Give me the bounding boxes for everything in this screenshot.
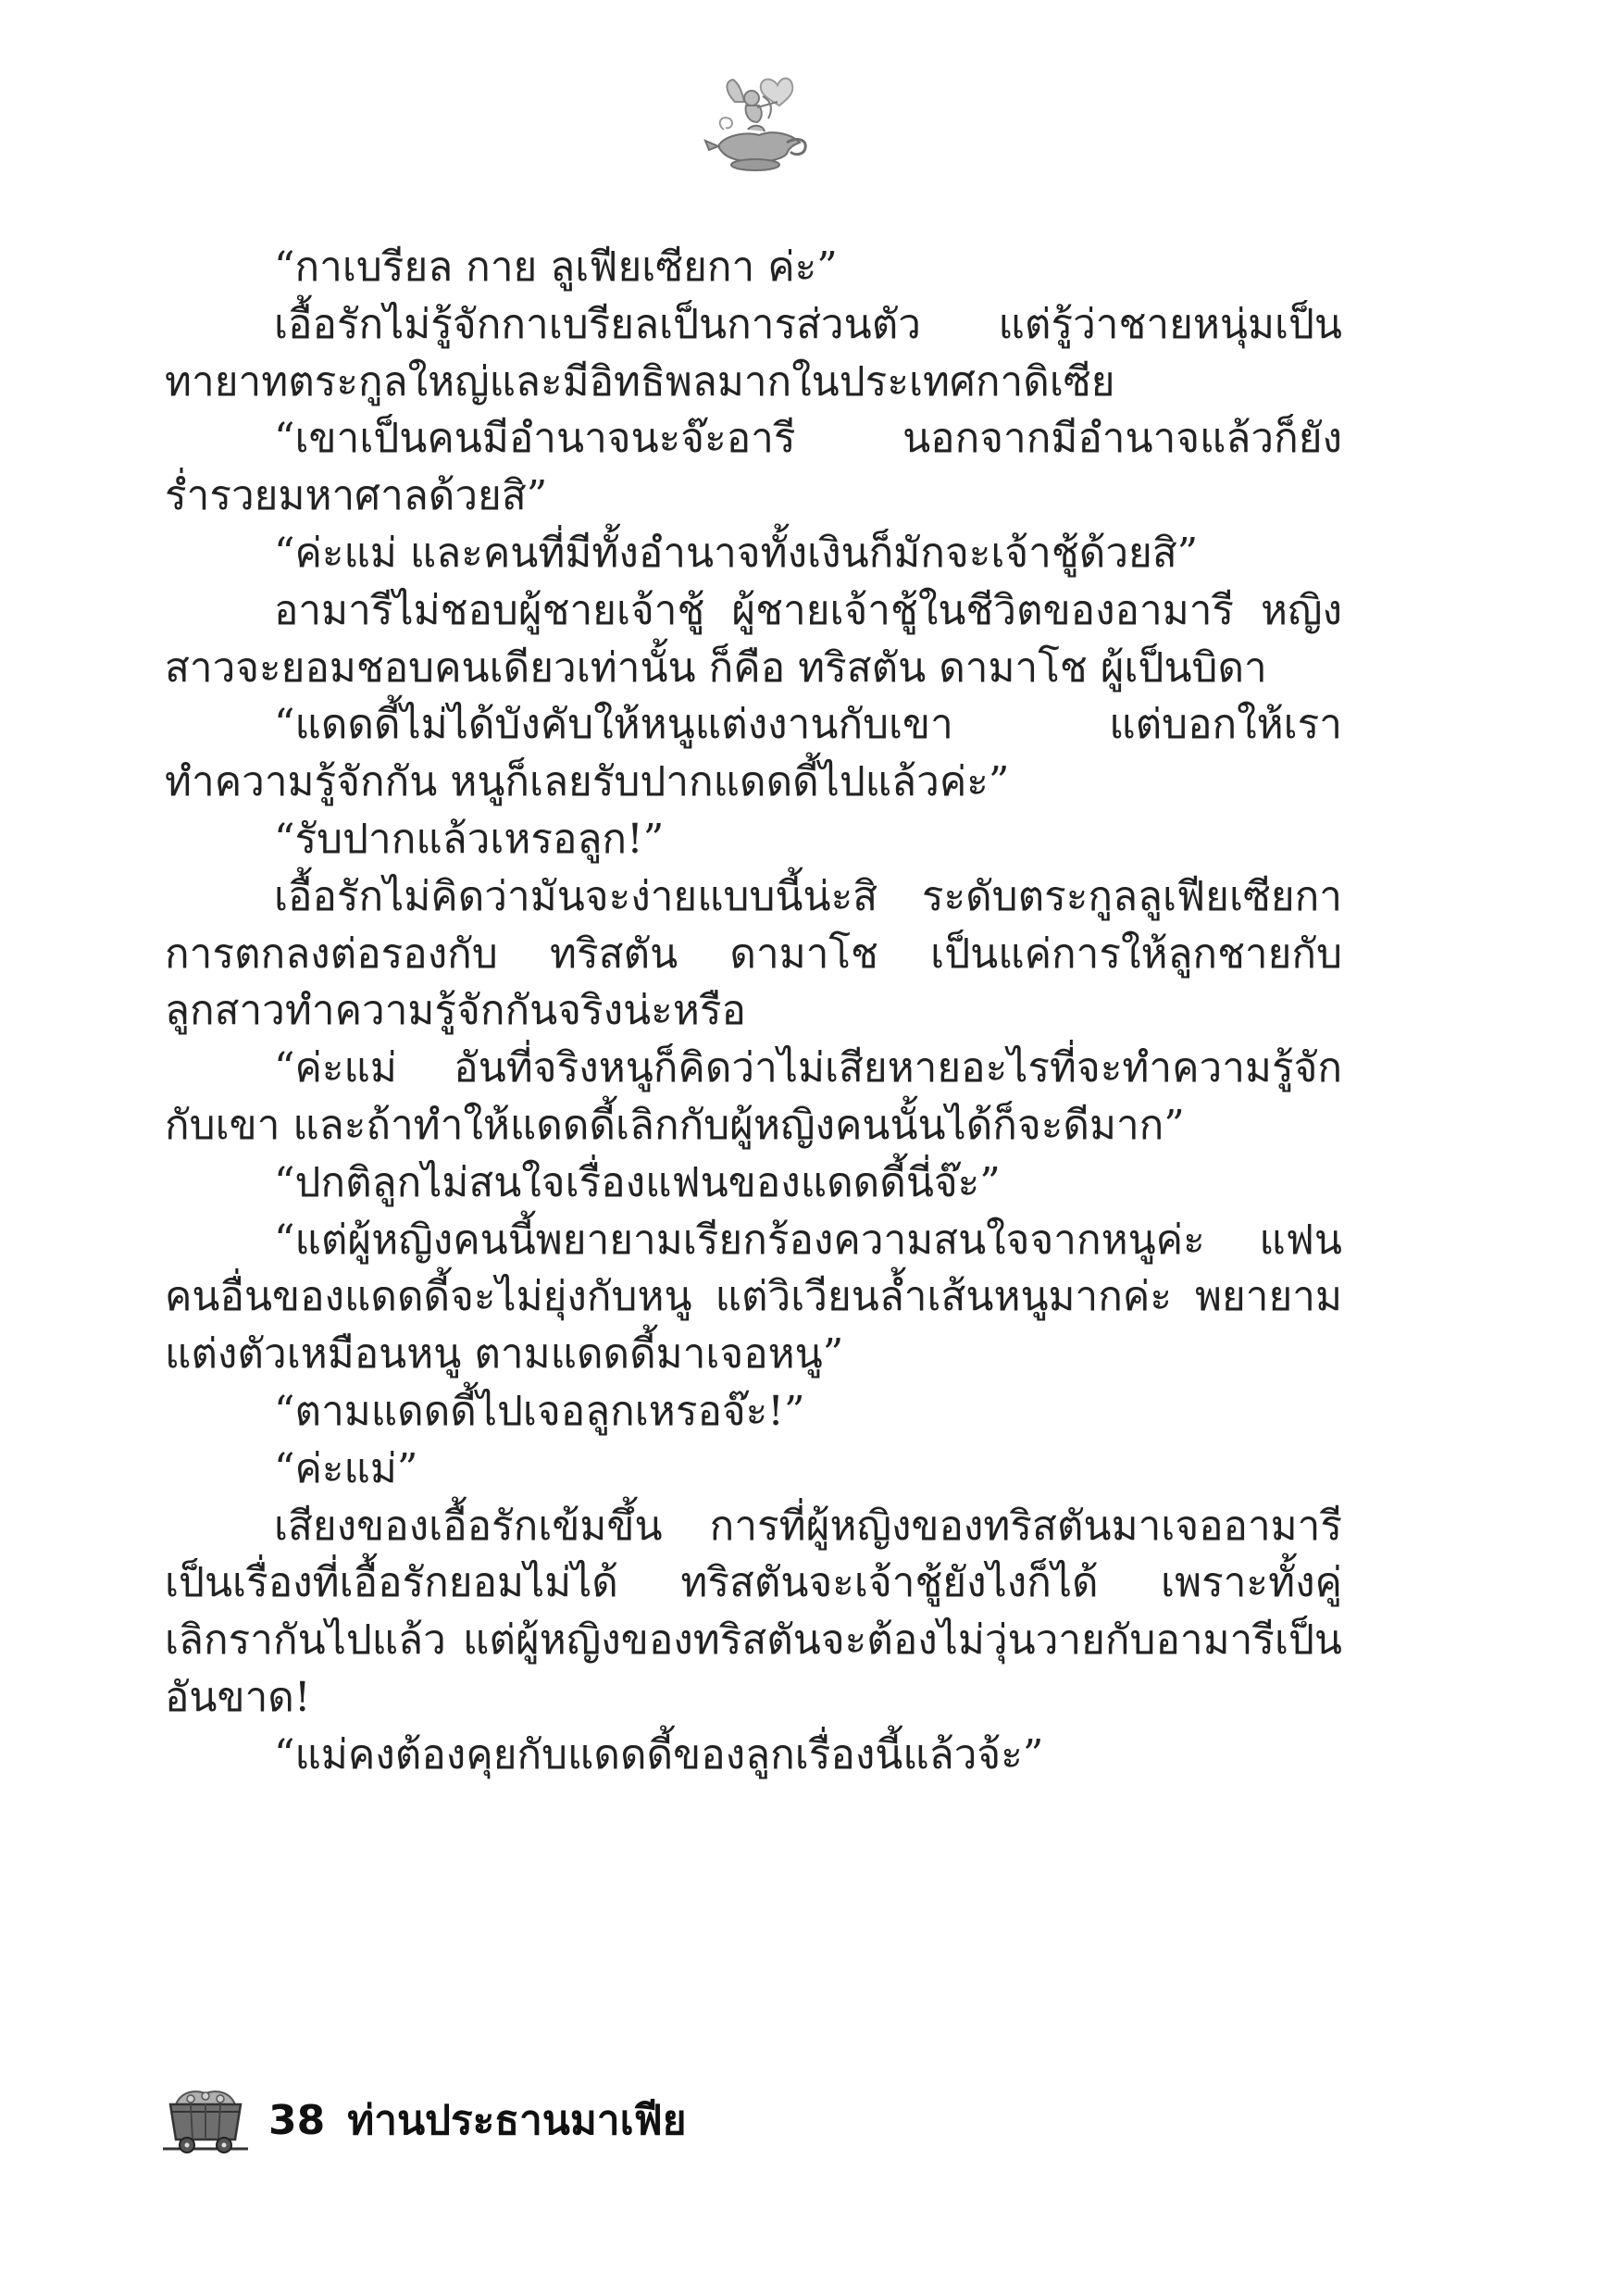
- paragraph: “รับปากแล้วเหรอลูก!”: [274, 815, 665, 863]
- paragraph: “ค่ะแม่”: [274, 1444, 418, 1492]
- paragraph: “ค่ะแม่ อันที่จริงหนูก็คิดว่าไม่เสียหายอะไรที่จะทำความรู้จักกับเขา และถ้าทำให้แดดดี้เลิกกับผู้หญิงคนนั้นได้ก็จะดีมาก”: [165, 1044, 1342, 1149]
- cupid-lamp-icon: [698, 65, 818, 185]
- paragraph: “ปกติลูกไม่สนใจเรื่องแฟนของแดดดี้นี่จ๊ะ”: [274, 1158, 1001, 1206]
- paragraph: เอื้อรักไม่รู้จักกาเบรียลเป็นการส่วนตัว แต่รู้ว่าชายหนุ่มเป็นทายาทตระกูลใหญ่และมีอิทธิพลมากในประเทศกาดิเซีย: [165, 300, 1342, 406]
- book-title: ท่านประธานมาเฟีย: [347, 2097, 687, 2144]
- paragraph: “กาเบรียล กาย ลูเฟียเซียกา ค่ะ”: [274, 243, 838, 291]
- page-footer: [163, 2083, 687, 2157]
- story-text: [165, 239, 1342, 1784]
- paragraph: “แดดดี้ไม่ได้บังคับให้หนูแต่งงานกับเขา แต่บอกให้เราทำความรู้จักกัน หนูก็เลยรับปากแดดดี้ไปแล้วค่ะ”: [165, 701, 1342, 806]
- paragraph: “ค่ะแม่ และคนที่มีทั้งอำนาจทั้งเงินก็มักจะเจ้าชู้ด้วยสิ”: [274, 529, 1199, 577]
- paragraph: อามารีไม่ชอบผู้ชายเจ้าชู้ ผู้ชายเจ้าชู้ในชีวิตของอามารี หญิงสาวจะยอมชอบคนเดียวเท่านั้น ก็คือ ทริสตัน ดามาโช ผู้เป็นบิดา: [165, 586, 1342, 692]
- paragraph: เสียงของเอื้อรักเข้มขึ้น การที่ผู้หญิงของทริสตันมาเจออามารีเป็นเรื่องที่เอื้อรักยอมไม่ได้ ทริสตันจะเจ้าชู้ยังไงก็ได้ เพราะทั้งคู่เลิกรากันไปแล้ว แต่ผู้หญิงของทริสตันจะต้องไม่วุ่นวายกับอามารีเป็นอันขาด!: [165, 1502, 1342, 1721]
- page-number: 38: [268, 2096, 326, 2144]
- paragraph: “เขาเป็นคนมีอำนาจนะจ๊ะอารี นอกจากมีอำนาจแล้วก็ยังร่ำรวยมหาศาลด้วยสิ”: [165, 415, 1342, 520]
- paragraph: “แต่ผู้หญิงคนนี้พยายามเรียกร้องความสนใจจากหนูค่ะ แฟนคนอื่นของแดดดี้จะไม่ยุ่งกับหนู แต่วิเวียนล้ำเส้นหนูมากค่ะ พยายามแต่งตัวเหมือนหนู ตามแดดดี้มาเจอหนู”: [165, 1216, 1342, 1379]
- mine-cart-icon: [163, 2084, 248, 2156]
- paragraph: เอื้อรักไม่คิดว่ามันจะง่ายแบบนี้น่ะสิ ระดับตระกูลลูเฟียเซียกาการตกลงต่อรองกับ ทริสตัน ดามาโช เป็นแค่การให้ลูกชายกับลูกสาวทำความรู้จักกันจริงน่ะหรือ: [165, 872, 1342, 1035]
- paragraph: “ตามแดดดี้ไปเจอลูกเหรอจ๊ะ!”: [274, 1387, 805, 1435]
- paragraph: “แม่คงต้องคุยกับแดดดี้ของลูกเรื่องนี้แล้วจ้ะ”: [274, 1730, 1044, 1778]
